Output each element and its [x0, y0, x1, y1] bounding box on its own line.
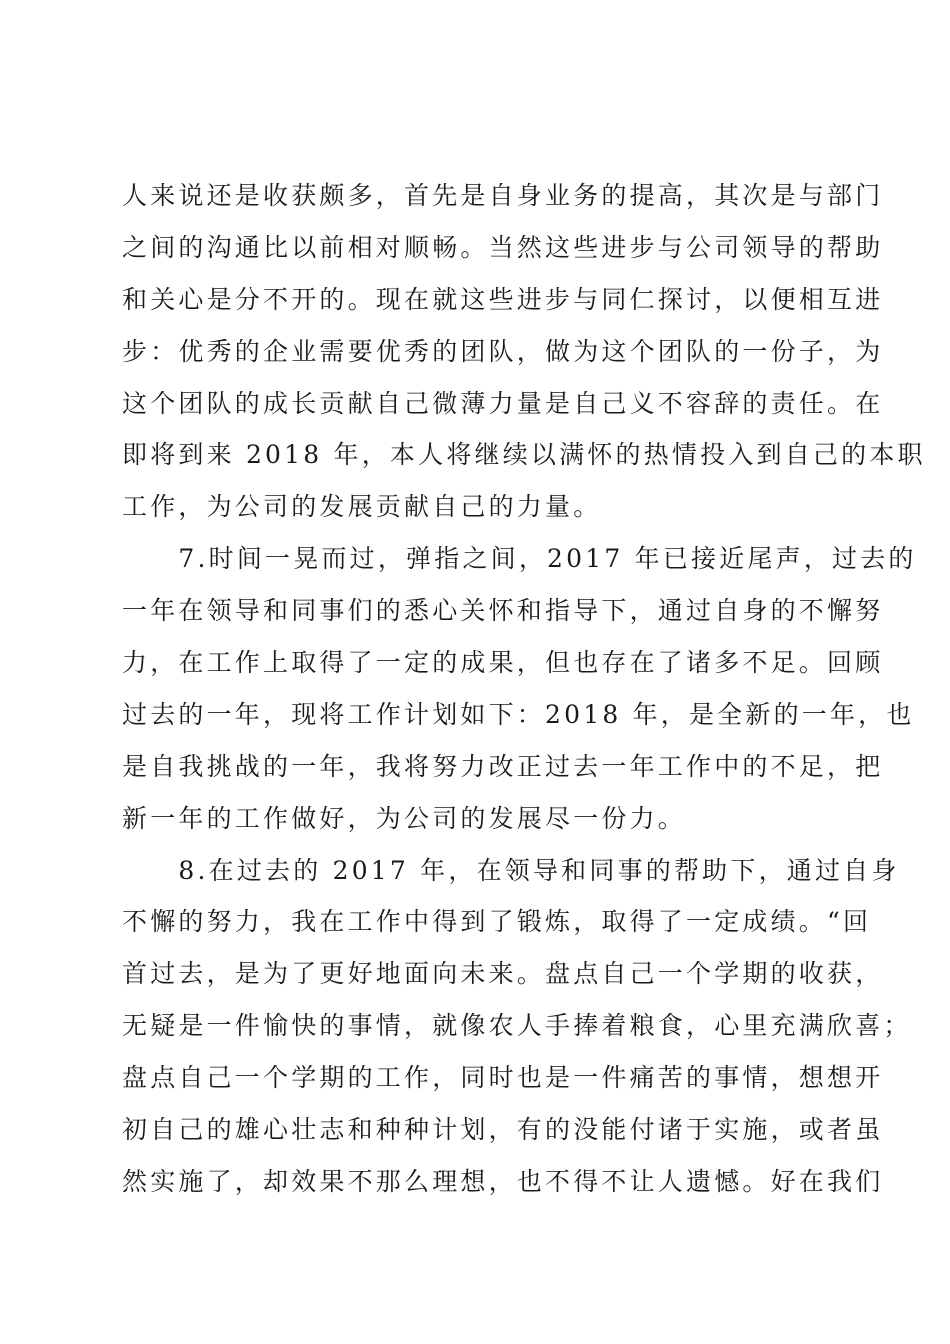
- text-line: 和关心是分不开的。现在就这些进步与同仁探讨，以便相互进: [122, 284, 884, 314]
- text-line: 是自我挑战的一年，我将努力改正过去一年工作中的不足，把: [122, 751, 884, 781]
- text-line: 之间的沟通比以前相对顺畅。当然这些进步与公司领导的帮助: [122, 232, 884, 262]
- text-line: 力，在工作上取得了一定的成果，但也存在了诸多不足。回顾: [122, 648, 884, 678]
- text-line: 首过去，是为了更好地面向未来。盘点自己一个学期的收获，: [122, 959, 884, 989]
- text-line: 过去的一年，现将工作计划如下：2018 年，是全新的一年，也: [122, 699, 915, 729]
- text-line: 步：优秀的企业需要优秀的团队，做为这个团队的一份子，为: [122, 336, 884, 366]
- text-line: 不懈的努力，我在工作中得到了锻炼，取得了一定成绩。“回: [122, 907, 872, 937]
- paragraph-start-line: 7.时间一晃而过，弹指之间，2017 年已接近尾声，过去的: [122, 544, 917, 574]
- text-line: 一年在领导和同事们的悉心关怀和指导下，通过自身的不懈努: [122, 596, 884, 626]
- text-line: 然实施了，却效果不那么理想，也不得不让人遗憾。好在我们: [122, 1166, 884, 1196]
- text-line: 盘点自己一个学期的工作，同时也是一件痛苦的事情，想想开: [122, 1063, 884, 1093]
- text-line: 即将到来 2018 年，本人将继续以满怀的热情投入到自己的本职: [122, 440, 926, 470]
- text-line: 这个团队的成长贡献自己微薄力量是自己义不容辞的责任。在: [122, 388, 884, 418]
- text-line: 初自己的雄心壮志和种种计划，有的没能付诸于实施，或者虽: [122, 1115, 884, 1145]
- body-text: [122, 170, 926, 1208]
- text-line: 工作，为公司的发展贡献自己的力量。: [122, 492, 602, 522]
- text-line: 无疑是一件愉快的事情，就像农人手捧着粮食，心里充满欣喜；: [122, 1011, 912, 1041]
- text-line: 新一年的工作做好，为公司的发展尽一份力。: [122, 803, 687, 833]
- text-line: 人来说还是收获颇多，首先是自身业务的提高，其次是与部门: [122, 181, 884, 210]
- paragraph-start-line: 8.在过去的 2017 年，在领导和同事的帮助下，通过自身: [122, 855, 900, 885]
